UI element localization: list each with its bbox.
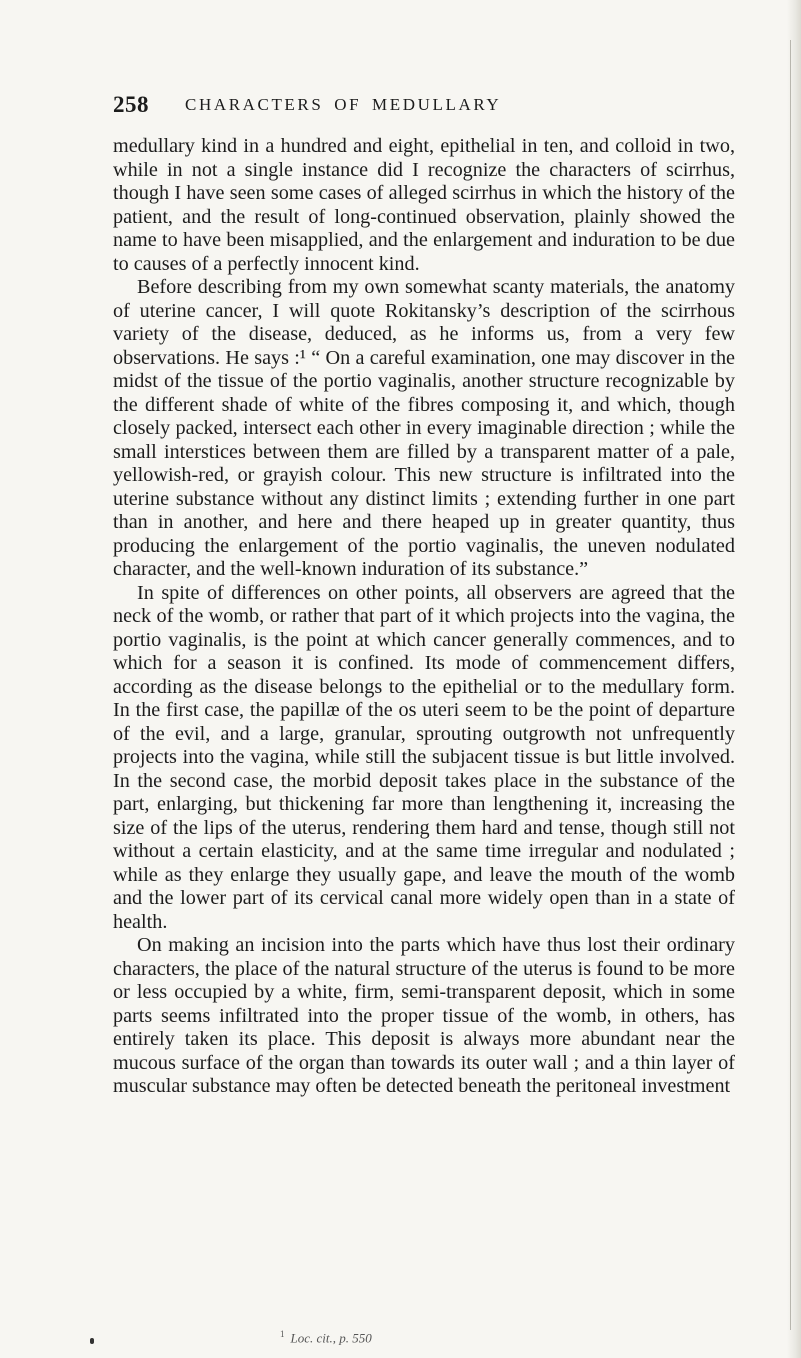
body-text — [113, 135, 735, 1099]
page-edge-line — [790, 40, 791, 1330]
paragraph: medullary kind in a hundred and eight, epithelial in ten, and colloid in two, while in not a single instance did I recognize the characters of scirrhus, though I have seen some cases of alleged scirrhus in which the history of the patient, and the result of long-continued observation, plainly showed the name to have been misapplied, and the enlargement and induration to be due to causes of a perfectly innocent kind. — [113, 135, 735, 275]
page-header — [113, 92, 733, 122]
page-number: 258 — [113, 92, 149, 117]
ink-mark — [90, 1338, 94, 1344]
paragraph: On making an incision into the parts which have thus lost their ordinary characters, the place of the natural structure of the uterus is found to be more or less occupied by a white, firm, semi-transparent deposit, which in some parts seems infiltrated into the proper tissue of the womb, in others, has entirely taken its place. This deposit is always more abundant near the mucous surface of the organ than towards its outer wall ; and a thin layer of muscular substance may often be detected beneath the peritoneal investment — [113, 934, 735, 1097]
footnote-text: Loc. cit., p. 550 — [290, 1330, 372, 1346]
paragraph: Before describing from my own somewhat scanty materials, the anatomy of uterine cancer, I will quote Rokitansky’s description of the scirrhous variety of the disease, deduced, as he informs us, from a very few observations. He says :¹ “ On a careful examination, one may discover in the midst of the tissue of the portio vaginalis, another structure recognizable by the different shade of white of the fibres composing it, and which, though closely packed, intersect each other in every imaginable direction ; while the small interstices between them are filled by a transparent matter of a pale, yellowish-red, or grayish colour. This new structure is infiltrated into the uterine substance without any distinct limits ; extending further in one part than in another, and here and there heaped up in greater quantity, thus producing the enlargement of the portio vaginalis, the uneven nodulated character, and the well-known induration of its substance.” — [113, 276, 735, 580]
footnote — [280, 1329, 372, 1346]
paragraph: In spite of differences on other points, all observers are agreed that the neck of the womb, or rather that part of it which projects into the vagina, the portio vaginalis, is the point at which cancer generally commences, and to which for a season it is confined. Its mode of commencement differs, according as the disease belongs to the epithelial or to the medullary form. In the first case, the papillæ of the os uteri seem to be the point of departure of the evil, and a large, granular, sprouting outgrowth not unfrequently projects into the vagina, while still the subjacent tissue is but little involved. In the second case, the morbid deposit takes place in the substance of the part, enlarging, but thickening far more than lengthening it, increasing the size of the lips of the uterus, rendering them hard and tense, though still not without a certain elasticity, and at the same time irregular and nodulated ; while as they enlarge they usually gape, and leave the mouth of the womb and the lower part of its cervical canal more widely open than in a state of health. — [113, 581, 735, 933]
footnote-mark: 1 — [280, 1329, 285, 1339]
running-head: CHARACTERS OF MEDULLARY — [185, 95, 502, 114]
